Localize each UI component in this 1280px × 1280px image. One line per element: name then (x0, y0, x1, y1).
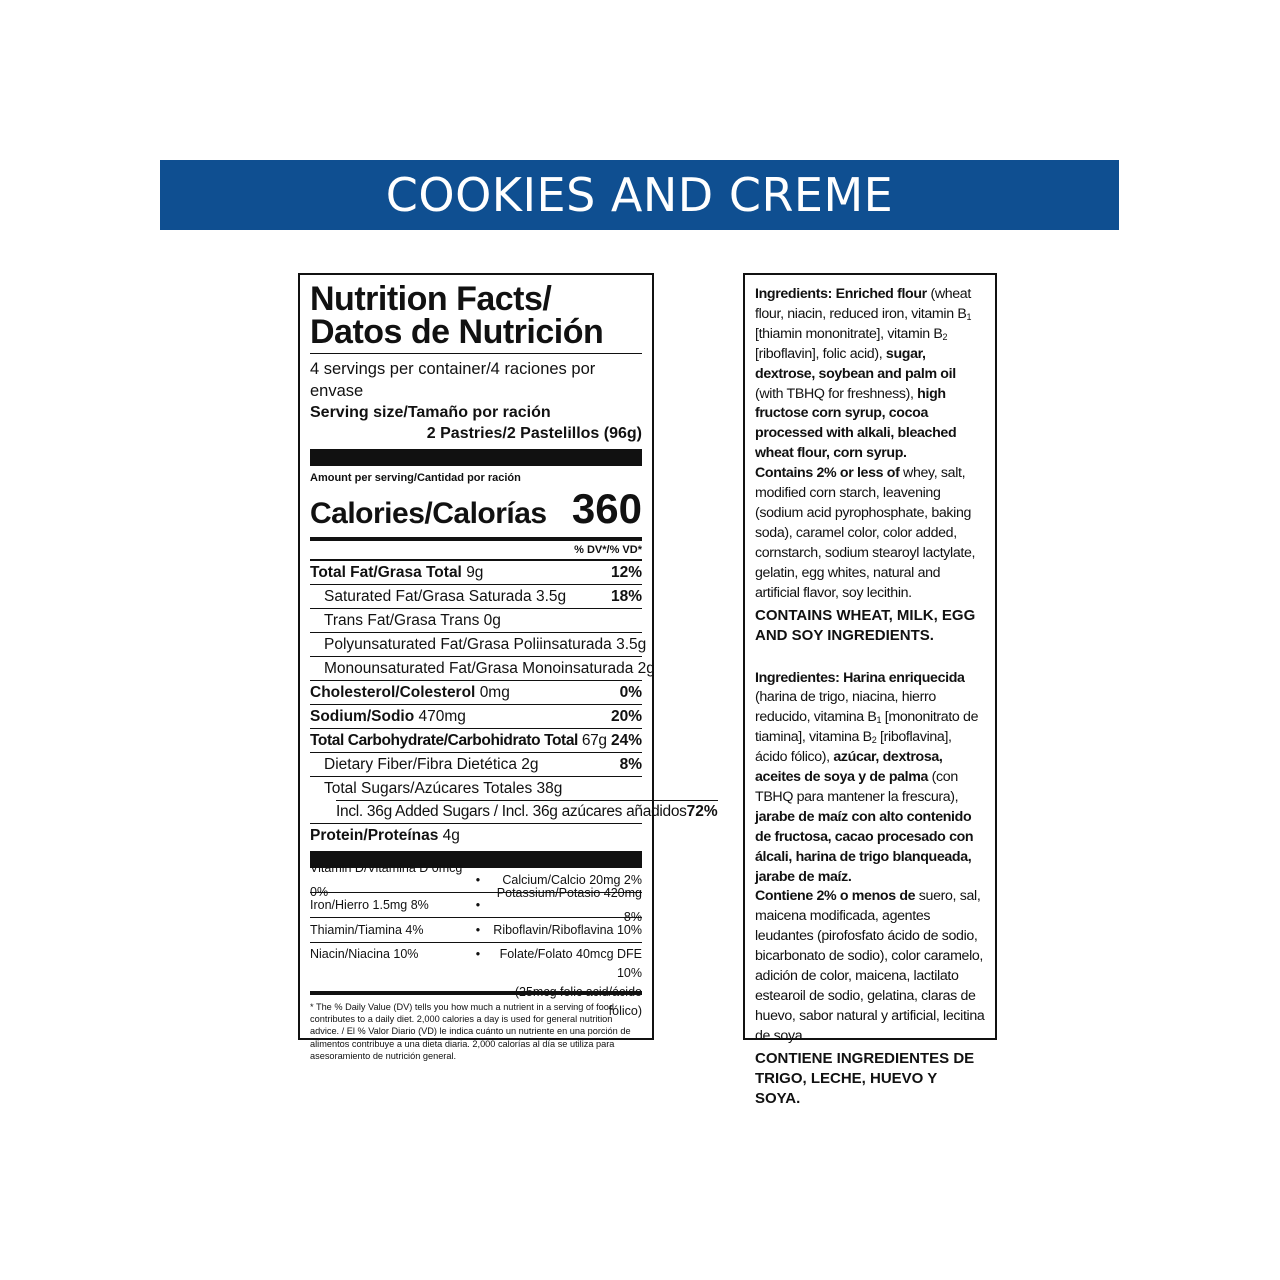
nutrient-amount: 38g (536, 779, 563, 797)
servings-per-container: 4 servings per container/4 raciones por envase (310, 360, 596, 400)
bullet: • (475, 873, 481, 887)
nutrient-label: Trans Fat/Grasa Trans (324, 611, 480, 629)
nutrient-label: Cholesterol/Colesterol (310, 683, 476, 701)
vitamin-right-note: (25mcg folic acid/ácido fólico) (514, 985, 642, 1018)
nutrition-title-es: Datos de Nutrición (310, 313, 604, 351)
ingredients-panel (743, 273, 997, 1107)
nutrient-amount: 470mg (418, 707, 466, 725)
nutrient-amount: 9g (466, 563, 484, 581)
spacer (755, 646, 986, 669)
nutrient-label: Sodium/Sodio (310, 707, 415, 725)
nutrient-row-dietary-fiber (310, 752, 642, 776)
vitamin-left: Thiamin/Tiamina 4% (310, 923, 424, 937)
nutrient-amount: 0g (483, 611, 501, 629)
subscript: 2 (942, 331, 948, 342)
nutrient-row-saturated-fat (310, 584, 642, 608)
ingredients-text: (with TBHQ for freshness), (755, 385, 918, 402)
nutrient-dv: 8% (619, 755, 642, 773)
bullet: • (475, 898, 481, 912)
vitamin-right: Folate/Folato 40mcg DFE 10% (499, 947, 642, 980)
ingredients-text: whey, salt, modified corn starch, leavening (sodium acid pyrophosphate, baking soda), caramel color, color added, cornstarch, sodium stearoyl lactylate, gelatin, egg whites, natural and artificial flavor, soy lecithin. (755, 465, 976, 601)
nutrient-dv: 18% (610, 587, 642, 605)
serving-size-label: Serving size/Tamaño por ración (310, 404, 551, 421)
vitamin-right: Calcium/Calcio 20mg 2% (502, 873, 642, 887)
nutrient-amount: 67g (581, 731, 607, 749)
ingredients-heading: Ingredientes: Harina enriquecida (755, 669, 965, 686)
nutrient-amount: 2g (637, 659, 655, 677)
ingredients-bold: Contiene 2% o menos de (755, 888, 916, 905)
divider-thick (310, 449, 642, 466)
nutrient-label: Polyunsaturated Fat/Grasa Poliinsaturada (324, 635, 612, 653)
nutrient-row-total-sugars (310, 776, 642, 800)
ingredients-text: [mononitrato de tiamina], vitamina B (755, 709, 979, 746)
ingredients-bold: Contains 2% or less of (755, 465, 900, 482)
nutrient-row-protein (310, 823, 642, 847)
ingredients-bold: jarabe de maíz con alto contenido de fructosa, cacao procesado con álcali, harina de trigo blanqueada, jarabe de maíz. (755, 808, 974, 885)
nutrient-amount: 2g (521, 755, 539, 773)
nutrient-amount: 3.5g (535, 587, 567, 605)
vitamin-left: Niacin/Niacina 10% (310, 947, 419, 961)
nutrient-dv: 72% (686, 803, 718, 820)
subscript: 1 (876, 715, 882, 726)
nutrient-amount: 3.5g (616, 635, 647, 653)
bullet: • (475, 923, 481, 937)
ingredients-text: suero, sal, maicena modificada, agentes leudantes (pirofosfato ácido de sodio, bicarbonato de sodio), color caramelo, adición de color, maicena, lactilato estearoil de sodio, gelatina, claras de huevo, sabor natural y artificial, lecitina de soya. (755, 888, 985, 1044)
daily-value-header: % DV*/% VD* (574, 544, 642, 556)
nutrition-title-en: Nutrition Facts/ (310, 280, 552, 318)
ingredients-text: [thiamin mononitrate], vitamin B (755, 325, 943, 342)
nutrient-label: Protein/Proteínas (310, 826, 439, 844)
ingredients-en-minor (755, 464, 986, 603)
vitamin-left: Iron/Hierro 1.5mg 8% (310, 898, 429, 912)
vitamin-row (310, 886, 642, 924)
vitamin-row (310, 943, 642, 1018)
ingredients-bold: azúcar, dextrosa, aceites de soya y de palma (755, 749, 943, 786)
flavor-title: COOKIES AND CREME (385, 168, 894, 222)
nutrient-row-trans-fat (310, 608, 642, 632)
nutrient-dv: 12% (610, 563, 642, 581)
nutrient-amount: 4g (442, 826, 460, 844)
bullet: • (475, 947, 481, 961)
vitamin-right: Potassium/Potasio 420mg 8% (496, 886, 642, 924)
amount-per-serving: Amount per serving/Cantidad por ración (310, 472, 521, 484)
ingredients-text: [riboflavin], folic acid), (755, 345, 886, 362)
nutrient-label: Incl. 36g Added Sugars / Incl. 36g azúcares añadidos (336, 803, 687, 820)
ingredients-es-minor (755, 887, 986, 1046)
nutrient-dv: 20% (610, 707, 642, 725)
calories-label: Calories/Calorías (310, 497, 547, 530)
nutrient-label: Saturated Fat/Grasa Saturada (324, 587, 532, 605)
nutrient-label: Monounsaturated Fat/Grasa Monoinsaturada (324, 659, 634, 677)
ingredients-heading: Ingredients: Enriched flour (755, 286, 927, 302)
allergen-statement-es: CONTIENE INGREDIENTES DE TRIGO, LECHE, HUEVO Y SOYA. (755, 1049, 975, 1107)
nutrient-row-monounsaturated-fat (310, 656, 655, 680)
ingredients-text: [riboflavina], ácido fólico), (755, 729, 952, 766)
nutrient-row-cholesterol (310, 680, 642, 704)
ingredients-text: (con TBHQ para mantener la frescura), (755, 769, 959, 805)
calories-row (310, 485, 642, 531)
nutrient-row-polyunsaturated-fat (310, 632, 647, 656)
calories-value: 360 (571, 485, 642, 532)
ingredients-es (755, 669, 986, 888)
nutrition-facts-panel (298, 273, 718, 1061)
nutrient-label: Total Carbohydrate/Carbohidrato Total (310, 731, 578, 749)
nutrient-row-sodium (310, 704, 642, 728)
nutrient-label: Dietary Fiber/Fibra Dietética (324, 755, 517, 773)
nutrient-row-total-fat (310, 560, 642, 584)
nutrient-dv: 24% (610, 731, 642, 749)
serving-size-value: 2 Pastries/2 Pastelillos (96g) (426, 425, 642, 442)
daily-value-footnote: * The % Daily Value (DV) tells you how much a nutrient in a serving of food contributes to a daily diet. 2,000 calories a day is used for general nutrition advice. / El % Valor Diario (VD) le indica cuánto un nutriente en una porción de alimentos contribuye a una dieta diaria. 2,000 calorías al día se utiliza para asesoramiento de nutrición general. (310, 1002, 631, 1061)
ingredients-bold: high fructose corn syrup, cocoa processed with alkali, bleached wheat flour, corn syrup. (755, 385, 957, 462)
nutrient-label: Total Sugars/Azúcares Totales (324, 779, 533, 797)
ingredients-en (755, 285, 986, 464)
vitamin-right: Riboflavin/Riboflavina 10% (493, 923, 642, 937)
nutrient-row-total-carbohydrate (310, 728, 642, 752)
flavor-banner (160, 160, 1119, 230)
allergen-statement-en: CONTAINS WHEAT, MILK, EGG AND SOY INGREDIENTS. (755, 606, 976, 644)
ingredients-bold: sugar, dextrose, soybean and palm oil (755, 345, 956, 382)
subscript: 2 (871, 735, 877, 746)
ingredients-text: (wheat flour, niacin, reduced iron, vitamin B (755, 286, 971, 322)
ingredients-text: (harina de trigo, niacina, hierro reducido, vitamina B (755, 689, 936, 726)
subscript: 1 (966, 311, 972, 322)
vitamin-left: Vitamin D/Vitamina D 0mcg 0% (310, 861, 463, 899)
nutrient-row-added-sugars (310, 800, 718, 823)
vitamins-minerals (310, 861, 642, 1018)
nutrient-label: Total Fat/Grasa Total (310, 563, 462, 581)
vitamin-row (310, 918, 642, 943)
nutrient-amount: 0mg (479, 683, 510, 701)
nutrient-dv: 0% (619, 683, 642, 701)
